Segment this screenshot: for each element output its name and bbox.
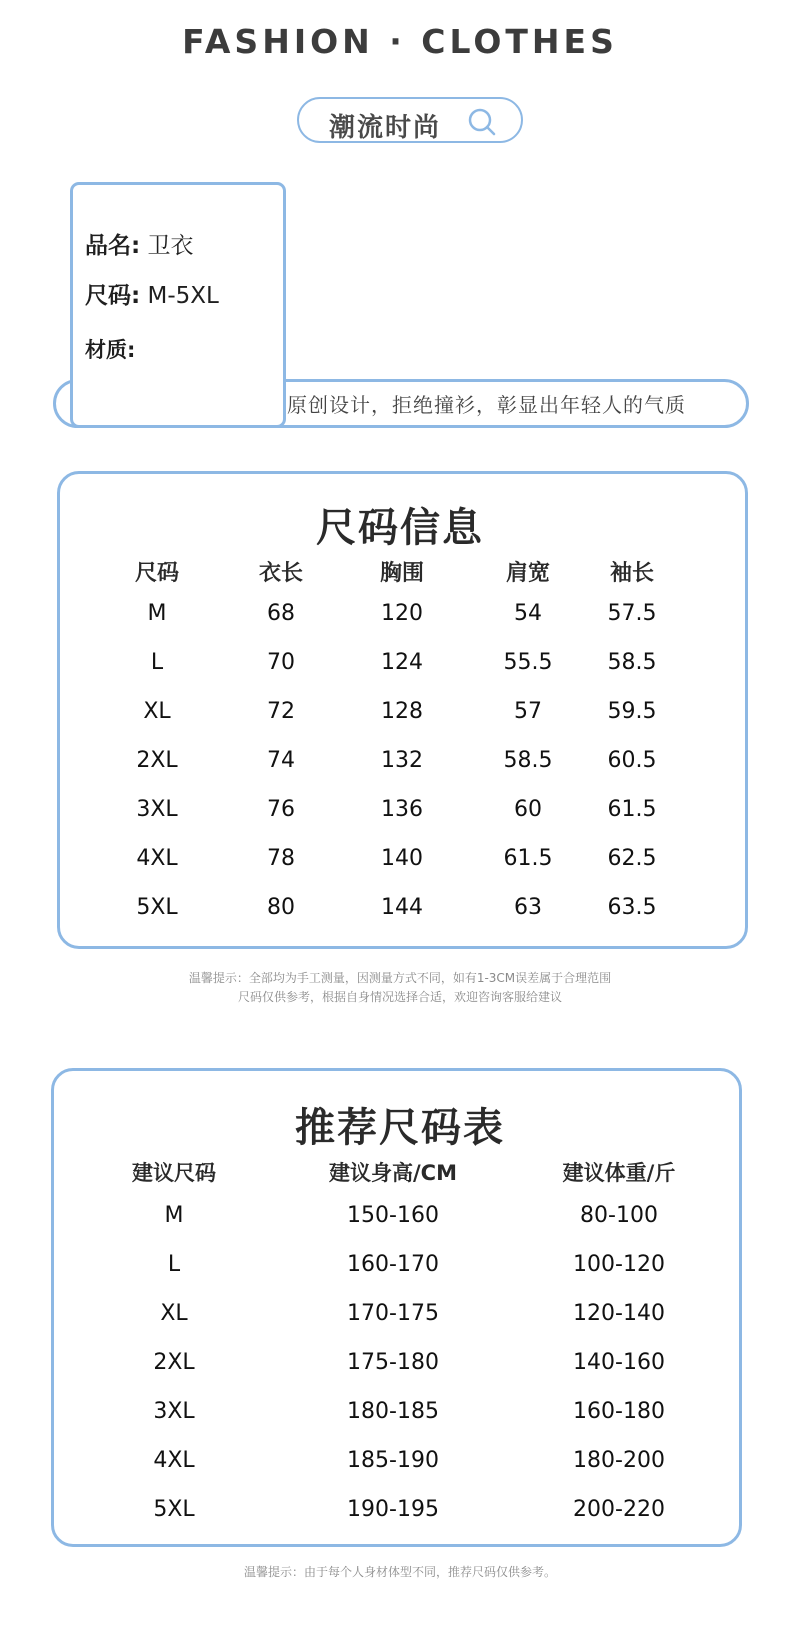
table-cell: M — [147, 601, 167, 626]
table-cell: 78 — [267, 846, 295, 871]
table-cell: 120 — [381, 601, 423, 626]
table-cell: M — [164, 1203, 184, 1228]
product-name-row — [85, 227, 194, 260]
table-cell: 185-190 — [347, 1448, 439, 1473]
size-info-header-cell: 尺码 — [134, 561, 179, 586]
table-cell: 180-185 — [347, 1399, 439, 1424]
table-cell: 160-170 — [347, 1252, 439, 1277]
table-cell: L — [167, 1252, 181, 1277]
table-cell: 4XL — [136, 846, 178, 871]
table-cell: 74 — [267, 748, 295, 773]
product-material-row — [85, 334, 135, 364]
table-cell: 60.5 — [607, 748, 657, 773]
table-cell: 59.5 — [607, 699, 657, 724]
table-cell: 58.5 — [503, 748, 553, 773]
slogan-text: 原创设计，拒绝撞衫，彰显出年轻人的气质 — [287, 393, 686, 417]
table-cell: 200-220 — [573, 1497, 665, 1522]
table-cell: 5XL — [153, 1497, 195, 1522]
table-cell: 80 — [267, 895, 295, 920]
table-cell: 140 — [381, 846, 423, 871]
brand-title: FASHION · CLOTHES — [182, 22, 618, 61]
table-cell: 150-160 — [347, 1203, 439, 1228]
table-cell: XL — [160, 1301, 188, 1326]
product-name-label: 品名: — [85, 233, 141, 259]
size-info-header-cell: 胸围 — [379, 561, 424, 586]
table-cell: 190-195 — [347, 1497, 439, 1522]
table-cell: 61.5 — [607, 797, 657, 822]
table-cell: 128 — [381, 699, 423, 724]
search-pill[interactable] — [297, 97, 523, 143]
recommend-header-cell: 建议尺码 — [132, 1161, 216, 1185]
table-cell: 2XL — [153, 1350, 195, 1375]
size-info-note-line1: 温馨提示：全部均为手工测量，因测量方式不同，如有1-3CM误差属于合理范围 — [188, 971, 612, 985]
table-cell: 70 — [267, 650, 295, 675]
size-info-title: 尺码信息 — [316, 505, 484, 551]
table-cell: L — [150, 650, 164, 675]
table-cell: 58.5 — [607, 650, 657, 675]
table-cell: 100-120 — [573, 1252, 665, 1277]
recommend-header-cell: 建议身高/CM — [329, 1161, 457, 1185]
table-cell: 170-175 — [347, 1301, 439, 1326]
search-pill-label: 潮流时尚 — [329, 113, 442, 143]
size-info-header-cell: 衣长 — [258, 561, 303, 586]
product-info-card — [70, 182, 286, 428]
recommend-title: 推荐尺码表 — [295, 1105, 505, 1151]
recommend-header-cell: 建议体重/斤 — [562, 1161, 676, 1185]
table-cell: 76 — [267, 797, 295, 822]
table-cell: 136 — [381, 797, 423, 822]
product-size-row — [85, 277, 219, 310]
size-info-header-cell: 肩宽 — [505, 561, 550, 586]
table-cell: 140-160 — [573, 1350, 665, 1375]
table-cell: 57 — [514, 699, 542, 724]
recommend-note: 温馨提示：由于每个人身材体型不同，推荐尺码仅供参考。 — [243, 1565, 556, 1579]
table-cell: 5XL — [136, 895, 178, 920]
product-size-value: M-5XL — [147, 283, 219, 309]
size-info-note-line2: 尺码仅供参考，根据自身情况选择合适，欢迎咨询客服给建议 — [237, 990, 562, 1004]
table-cell: 61.5 — [503, 846, 553, 871]
table-cell: 160-180 — [573, 1399, 665, 1424]
search-icon[interactable] — [467, 107, 497, 141]
table-cell: 80-100 — [580, 1203, 658, 1228]
table-cell: 2XL — [136, 748, 178, 773]
product-name-value: 卫衣 — [147, 233, 194, 259]
table-cell: 124 — [381, 650, 423, 675]
product-material-label: 材质: — [85, 338, 136, 362]
table-cell: 63.5 — [607, 895, 657, 920]
size-info-header-cell: 袖长 — [609, 561, 654, 586]
table-cell: 144 — [381, 895, 423, 920]
table-cell: 120-140 — [573, 1301, 665, 1326]
table-cell: 60 — [514, 797, 542, 822]
table-cell: 180-200 — [573, 1448, 665, 1473]
table-cell: 132 — [381, 748, 423, 773]
table-cell: 4XL — [153, 1448, 195, 1473]
table-cell: 54 — [514, 601, 542, 626]
product-size-label: 尺码: — [85, 283, 141, 309]
table-cell: XL — [143, 699, 171, 724]
table-cell: 3XL — [153, 1399, 195, 1424]
table-cell: 175-180 — [347, 1350, 439, 1375]
table-cell: 3XL — [136, 797, 178, 822]
table-cell: 68 — [267, 601, 295, 626]
table-cell: 72 — [267, 699, 295, 724]
table-cell: 63 — [514, 895, 542, 920]
table-cell: 57.5 — [607, 601, 657, 626]
table-cell: 62.5 — [607, 846, 657, 871]
table-cell: 55.5 — [503, 650, 553, 675]
